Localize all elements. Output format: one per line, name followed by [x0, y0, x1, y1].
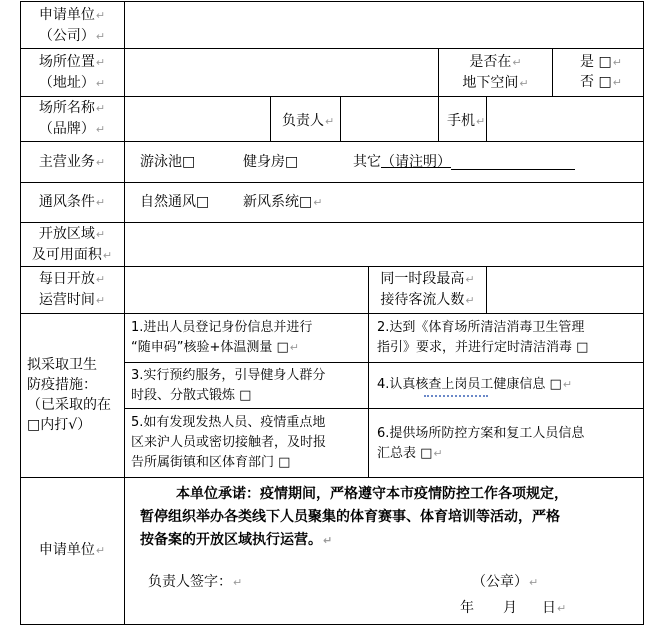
signature-field[interactable] — [240, 572, 440, 592]
open-area-field[interactable] — [128, 233, 638, 255]
rule — [552, 48, 553, 96]
location-label: 场所位置↵ （地址）↵ — [38, 54, 106, 91]
venue-name-field[interactable] — [128, 108, 266, 130]
business-pool-checkbox[interactable]: 游泳池□ — [140, 154, 196, 170]
spell-check-underline — [424, 392, 488, 397]
commitment-text: 本单位承诺：疫情期间，严格遵守本市疫情防控工作各项规定， 暂停组织举办各类线下人员聚集的体育赛事、体育培训等活动，严格 按备案的开放区域执行运营。↵ — [140, 486, 568, 548]
rule — [486, 266, 487, 313]
date-day-field[interactable]: 日↵ — [542, 600, 567, 616]
business-label: 主营业务↵ — [38, 154, 106, 170]
location-field[interactable] — [128, 62, 434, 84]
open-area-label: 开放区域↵ 及可用面积↵ — [31, 226, 113, 263]
rule — [340, 96, 341, 141]
rule — [124, 1, 125, 625]
venue-name-label: 场所名称↵ （品牌）↵ — [38, 100, 106, 137]
measure-5-checkbox[interactable]: 5.如有发现发热人员、疫情重点地 区来沪人员或密切接触者，及时报 告所属街镇和区体育部门 □ — [131, 415, 327, 470]
rule — [486, 96, 487, 141]
rule — [20, 96, 644, 97]
rule — [20, 313, 644, 314]
phone-label: 手机↵ — [447, 113, 486, 129]
hours-field[interactable] — [128, 279, 364, 301]
rule — [643, 1, 644, 625]
rule — [368, 313, 369, 477]
underground-label: 是否在↵ 地下空间↵ — [462, 54, 529, 91]
rule — [20, 141, 644, 142]
ventilation-fresh-air-checkbox[interactable]: 新风系统□↵ — [243, 194, 323, 210]
rule — [20, 182, 644, 183]
applicant-field[interactable] — [128, 14, 638, 36]
rule — [20, 477, 644, 478]
rule — [125, 408, 644, 409]
date-year-field[interactable]: 年 — [460, 600, 474, 616]
measure-1-checkbox[interactable]: 1.进出人员登记身份信息并进行 “随申码”核验+体温测量 □↵ — [131, 320, 313, 355]
rule — [20, 222, 644, 223]
phone-field[interactable] — [490, 108, 640, 130]
measure-2-checkbox[interactable]: 2.达到《体育场所清洁消毒卫生管理 指引》要求，并进行定时清洁消毒 □ — [377, 320, 589, 355]
underground-no-checkbox[interactable]: 否 □↵ — [580, 74, 622, 90]
rule — [20, 266, 644, 267]
rule — [20, 48, 644, 49]
measure-3-checkbox[interactable]: 3.实行预约服务，引导健身人群分 时段、分散式锻炼 □ — [131, 368, 326, 403]
max-visitors-label: 同一时段最高↵ 接待客流人数↵ — [380, 271, 475, 308]
measure-4-checkbox[interactable]: 4.认真核查上岗员工健康信息 □↵ — [377, 377, 573, 392]
measures-label: 拟采取卫生 防疫措施： （已采取的在 □内打√） — [27, 357, 111, 433]
seal-label: （公章）↵ — [472, 574, 539, 590]
max-visitors-field[interactable] — [490, 279, 640, 301]
person-in-charge-label: 负责人↵ — [282, 113, 335, 129]
rule — [270, 96, 271, 141]
measure-6-checkbox[interactable]: 6.提供场所防控方案和复工人员信息 汇总表 □↵ — [377, 426, 585, 461]
business-other-field[interactable]: 其它（请注明） — [353, 152, 575, 172]
ventilation-label: 通风条件↵ — [38, 194, 106, 210]
rule — [20, 1, 21, 625]
ventilation-natural-checkbox[interactable]: 自然通风□ — [140, 194, 210, 210]
applicant-label: 申请单位↵ （公司）↵ — [38, 7, 106, 44]
underground-yes-checkbox[interactable]: 是 □↵ — [580, 54, 622, 70]
business-gym-checkbox[interactable]: 健身房□ — [243, 154, 299, 170]
commitment-label: 申请单位↵ — [38, 542, 106, 558]
rule — [125, 362, 644, 363]
rule — [20, 624, 644, 625]
person-in-charge-field[interactable] — [344, 108, 434, 130]
hours-label: 每日开放↵ 运营时间↵ — [38, 271, 106, 308]
signature-label: 负责人签字：↵ — [148, 574, 243, 590]
date-month-field[interactable]: 月 — [503, 600, 517, 616]
rule — [438, 96, 439, 141]
rule — [20, 1, 644, 2]
